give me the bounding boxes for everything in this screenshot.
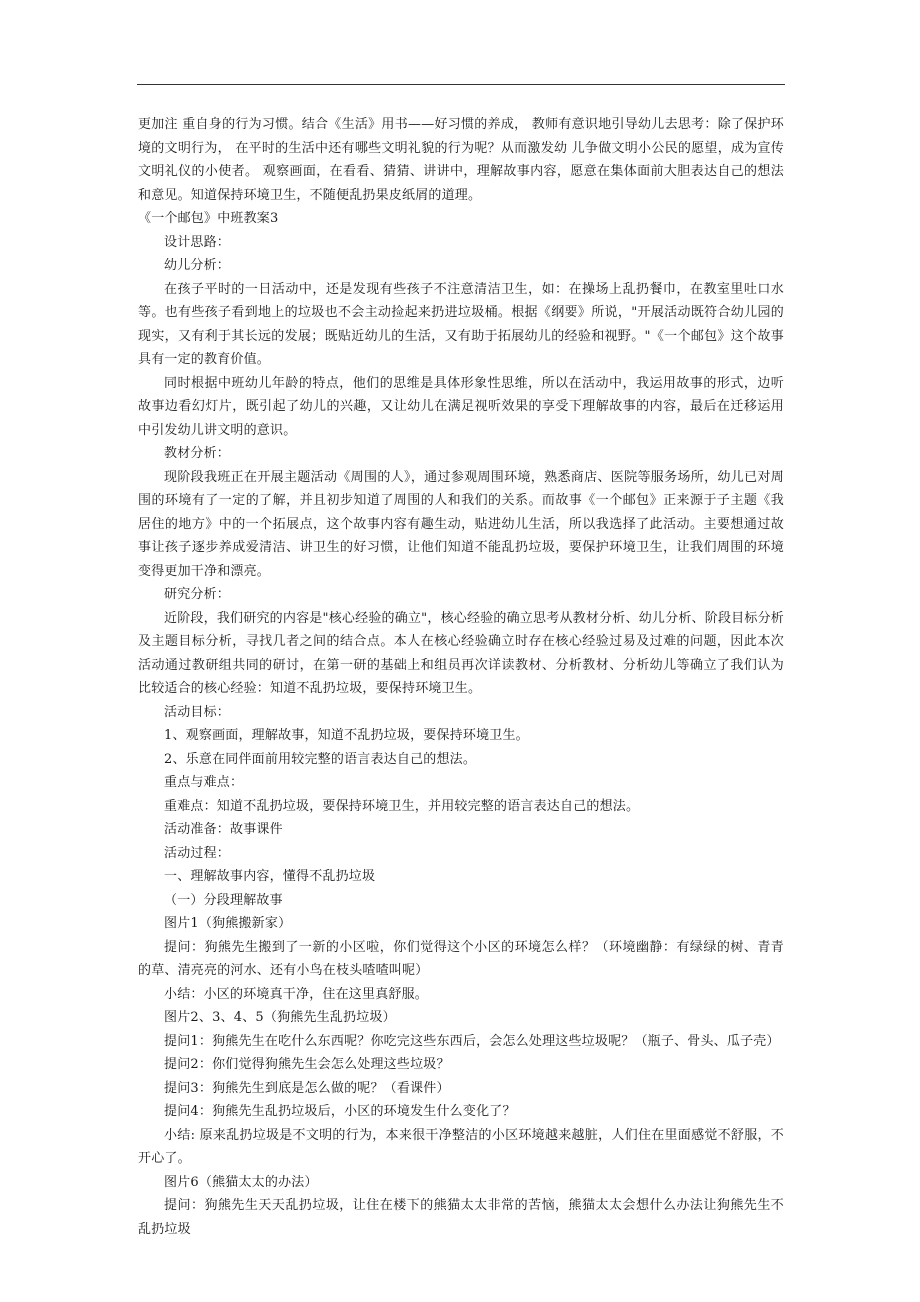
goal-item-2: 2、乐意在同伴面前用较完整的语言表达自己的想法。: [164, 751, 477, 767]
child-analysis-paragraph-2: 同时根据中班幼儿年龄的特点，他们的思维是具体形象性思维，所以在活动中，我运用故事的形式，边听故事边看幻灯片，既引起了幼儿的兴趣，又让幼儿在满足视听效果的享受下理解故事的内容，最后在迁移运用中引发幼儿讲文明的意识。: [138, 375, 784, 438]
question-2: 提问2：你们觉得狗熊先生会怎么处理这些垃圾？: [164, 1057, 450, 1072]
key-points-text: 重难点：知道不乱扔垃圾，要保持环境卫生，并用较完整的语言表达自己的想法。: [164, 798, 640, 814]
material-analysis-paragraph: 现阶段我班正在开展主题活动《周围的人》，通过参观周围环境，熟悉商店、医院等服务场所，幼儿已对周围的环境有了一定的了解，并且初步知道了周围的人和我们的关系。而故事《一个邮包》正来源于子主题《我居住的地方》中的一个拓展点，这个故事内容有趣生动，贴进幼儿生活，所以我选择了此活动。主要想通过故事让孩子逐步养成爱清洁、讲卫生的好习惯，让他们知道不能乱扔垃圾，要保护环境卫生，让我们周围的环境变得更加干净和漂亮。: [138, 469, 784, 579]
activity-preparation: 活动准备：故事课件: [164, 822, 283, 837]
question-picture-1: 提问：狗熊先生搬到了一新的小区啦，你们觉得这个小区的环境怎么样？（环境幽静：有绿绿的树、青青的草、清亮亮的河水、还有小鸟在枝头喳喳叫呢）: [138, 939, 784, 978]
heading-design: 设计思路：: [164, 234, 231, 250]
picture-1-label: 图片1（狗熊搬新家）: [164, 916, 292, 931]
header-rule: [137, 84, 785, 85]
document-title: 《一个邮包》中班教案3: [138, 211, 279, 226]
picture-6-label: 图片6（熊猫太太的办法）: [164, 1174, 318, 1190]
heading-research-analysis: 研究分析：: [164, 587, 231, 602]
question-picture-6: 提问：狗熊先生天天乱扔垃圾，让住在楼下的熊猫太太非常的苦恼，熊猫太太会想什么办法让狗熊先生不乱扔垃圾: [138, 1198, 784, 1237]
child-analysis-paragraph-1: 在孩子平时的一日活动中，还是发现有些孩子不注意清洁卫生，如：在操场上乱扔餐巾，在教室里吐口水等。也有些孩子看到地上的垃圾也不会主动捡起来扔进垃圾桶。根据《纲要》所说，"开展活动既符合幼儿园的现实，又有利于其长远的发展；既贴近幼儿的生活，又有助于拓展幼儿的经验和视野。"《一个邮包》这个故事具有一定的教育价值。: [138, 281, 784, 367]
document-body: [138, 113, 784, 1241]
summary-picture-2-5: 小结: 原来乱扔垃圾是不文明的行为，本来很干净整洁的小区环境越来越脏，人们住在里面感觉不舒服，不开心了。: [138, 1127, 784, 1166]
heading-activity-process: 活动过程：: [164, 845, 231, 861]
intro-paragraph: 更加注 重自身的行为习惯。结合《生活》用书——好习惯的养成， 教师有意识地引导幼儿去思考：除了保护环境的文明行为， 在平时的生活中还有哪些文明礼貌的行为呢？从而激发幼 儿争做文明小公民的愿望，成为宣传文明礼仪的小使者。 观察画面，在看看、猜猜、讲讲中，理解故事内容，愿意在集体面前大胆表达自己的想法和意见。知道保持环境卫生，不随便乱扔果皮纸屑的道理。: [138, 117, 784, 203]
process-step-1: 一、理解故事内容，懂得不乱扔垃圾: [164, 869, 376, 884]
heading-material-analysis: 教材分析：: [164, 446, 231, 461]
process-step-1-sub: （一）分段理解故事: [164, 892, 283, 908]
question-3: 提问3：狗熊先生到底是怎么做的呢？（看课件）: [164, 1080, 450, 1096]
summary-picture-1: 小结：小区的环境真干净，住在这里真舒服。: [164, 986, 429, 1002]
question-1: 提问1：狗熊先生在吃什么东西呢？你吃完这些东西后，会怎么处理这些垃圾呢？（瓶子、骨头、瓜子壳）: [164, 1033, 780, 1049]
heading-activity-goals: 活动目标：: [164, 704, 231, 720]
research-analysis-paragraph: 近阶段，我们研究的内容是"核心经验的确立"，核心经验的确立思考从教材分析、幼儿分析、阶段目标分析及主题目标分析，寻找几者之间的结合点。本人在核心经验确立时存在核心经验过易及过难的问题，因此本次活动通过教研组共同的研讨，在第一研的基础上和组员再次详读教材、分析教材、分析幼儿等确立了我们认为比较适合的核心经验：知道不乱扔垃圾，要保持环境卫生。: [138, 610, 784, 696]
heading-child-analysis: 幼儿分析：: [164, 258, 231, 273]
picture-2-5-label: 图片2、3、4、5（狗熊先生乱扔垃圾）: [164, 1010, 396, 1025]
heading-key-points: 重点与难点：: [164, 775, 244, 790]
question-4: 提问4：狗熊先生乱扔垃圾后，小区的环境发生什么变化了？: [164, 1104, 516, 1119]
goal-item-1: 1、观察画面，理解故事，知道不乱扔垃圾，要保持环境卫生。: [164, 728, 529, 743]
